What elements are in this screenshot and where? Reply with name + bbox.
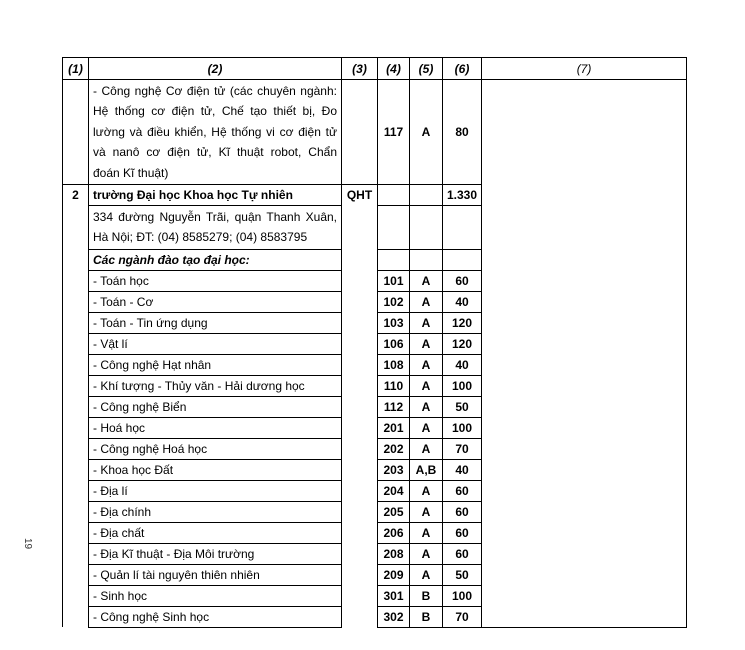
table-row [63, 291, 687, 312]
programs-heading-row [63, 249, 687, 270]
col-header-6: (6) [443, 58, 482, 80]
program-code: 205 [378, 501, 410, 522]
program-code: 206 [378, 522, 410, 543]
program-block: A [410, 480, 443, 501]
program-name: - Toán - Tin ứng dụng [89, 312, 342, 333]
program-quota: 70 [443, 438, 482, 459]
program-name: - Công nghệ Sinh học [89, 606, 342, 627]
program-quota: 120 [443, 333, 482, 354]
table-row [63, 354, 687, 375]
program-quota: 50 [443, 396, 482, 417]
table-row [63, 480, 687, 501]
program-block: A [410, 80, 443, 185]
program-block: A [410, 522, 443, 543]
program-name: - Công nghệ Hoá học [89, 438, 342, 459]
program-quota: 60 [443, 270, 482, 291]
program-code: 201 [378, 417, 410, 438]
program-quota: 40 [443, 291, 482, 312]
program-name: - Địa chất [89, 522, 342, 543]
admissions-table [62, 57, 687, 628]
program-name: - Công nghệ Biển [89, 396, 342, 417]
program-code: 106 [378, 333, 410, 354]
program-name: - Hoá học [89, 417, 342, 438]
program-code: 108 [378, 354, 410, 375]
table-row [63, 438, 687, 459]
program-quota: 70 [443, 606, 482, 627]
program-name: - Công nghệ Hạt nhân [89, 354, 342, 375]
program-code: 302 [378, 606, 410, 627]
program-name: - Toán - Cơ [89, 291, 342, 312]
table-row [63, 564, 687, 585]
program-quota: 80 [443, 80, 482, 185]
program-code: 208 [378, 543, 410, 564]
program-quota: 100 [443, 417, 482, 438]
program-code: 102 [378, 291, 410, 312]
program-name: - Địa lí [89, 480, 342, 501]
program-code: 112 [378, 396, 410, 417]
school-row [63, 185, 687, 206]
program-name: - Quản lí tài nguyên thiên nhiên [89, 564, 342, 585]
col-header-5: (5) [410, 58, 443, 80]
program-block: A,B [410, 459, 443, 480]
program-name: - Địa Kĩ thuật - Địa Môi trường [89, 543, 342, 564]
program-block: A [410, 333, 443, 354]
program-quota: 60 [443, 501, 482, 522]
program-name: - Địa chính [89, 501, 342, 522]
program-block: A [410, 417, 443, 438]
table-row [63, 543, 687, 564]
page-margin-number: 19 [22, 538, 33, 550]
program-block: A [410, 543, 443, 564]
program-quota: 40 [443, 354, 482, 375]
table-row [63, 375, 687, 396]
program-quota: 60 [443, 480, 482, 501]
table-row [63, 459, 687, 480]
table-row [63, 396, 687, 417]
school-address: 334 đường Nguyễn Trãi, quận Thanh Xuân, Hà Nội; ĐT: (04) 8585279; (04) 8583795 [89, 206, 342, 250]
table-row [63, 417, 687, 438]
program-quota: 60 [443, 543, 482, 564]
program-code: 203 [378, 459, 410, 480]
program-block: A [410, 564, 443, 585]
program-code: 103 [378, 312, 410, 333]
program-code: 204 [378, 480, 410, 501]
program-name: - Vật lí [89, 333, 342, 354]
header-row [63, 58, 687, 80]
program-block: A [410, 375, 443, 396]
school-name: trường Đại học Khoa học Tự nhiên [89, 185, 342, 206]
program-name: - Khí tượng - Thủy văn - Hải dương học [89, 375, 342, 396]
program-quota: 100 [443, 375, 482, 396]
program-code: 202 [378, 438, 410, 459]
program-block: A [410, 501, 443, 522]
program-block: A [410, 354, 443, 375]
program-name: - Sinh học [89, 585, 342, 606]
program-name: - Khoa học Đất [89, 459, 342, 480]
program-code: 101 [378, 270, 410, 291]
col-header-3: (3) [342, 58, 378, 80]
program-block: A [410, 270, 443, 291]
program-block: B [410, 606, 443, 627]
program-block: A [410, 291, 443, 312]
program-quota: 60 [443, 522, 482, 543]
program-block: A [410, 396, 443, 417]
program-code: 209 [378, 564, 410, 585]
table-row [63, 606, 687, 627]
table-row [63, 270, 687, 291]
program-quota: 40 [443, 459, 482, 480]
program-name: - Công nghệ Cơ điện tử (các chuyên ngành: Hệ thống cơ điện tử, Chế tạo thiết bị, Đo lường và điều khiển, Hệ thống vi cơ điện tử và nanô cơ điện tử, Kĩ thuật robot, Chẩn đoán Kĩ thuật) [89, 80, 342, 185]
table-row [63, 312, 687, 333]
continued-program-row [63, 80, 687, 185]
program-block: B [410, 585, 443, 606]
program-code: 117 [378, 80, 410, 185]
programs-heading: Các ngành đào tạo đại học: [89, 249, 342, 270]
program-code: 110 [378, 375, 410, 396]
table-row [63, 585, 687, 606]
table-row [63, 522, 687, 543]
school-index: 2 [63, 185, 89, 206]
school-short-code: QHT [342, 185, 378, 206]
col-header-4: (4) [378, 58, 410, 80]
table-row [63, 501, 687, 522]
program-quota: 120 [443, 312, 482, 333]
program-list [63, 270, 687, 627]
program-quota: 100 [443, 585, 482, 606]
program-name: - Toán học [89, 270, 342, 291]
school-address-row [63, 206, 687, 250]
program-block: A [410, 438, 443, 459]
program-block: A [410, 312, 443, 333]
col-header-2: (2) [89, 58, 342, 80]
program-code: 301 [378, 585, 410, 606]
col-header-7: (7) [482, 58, 687, 80]
table-row [63, 333, 687, 354]
school-total: 1.330 [443, 185, 482, 206]
program-quota: 50 [443, 564, 482, 585]
col-header-1: (1) [63, 58, 89, 80]
